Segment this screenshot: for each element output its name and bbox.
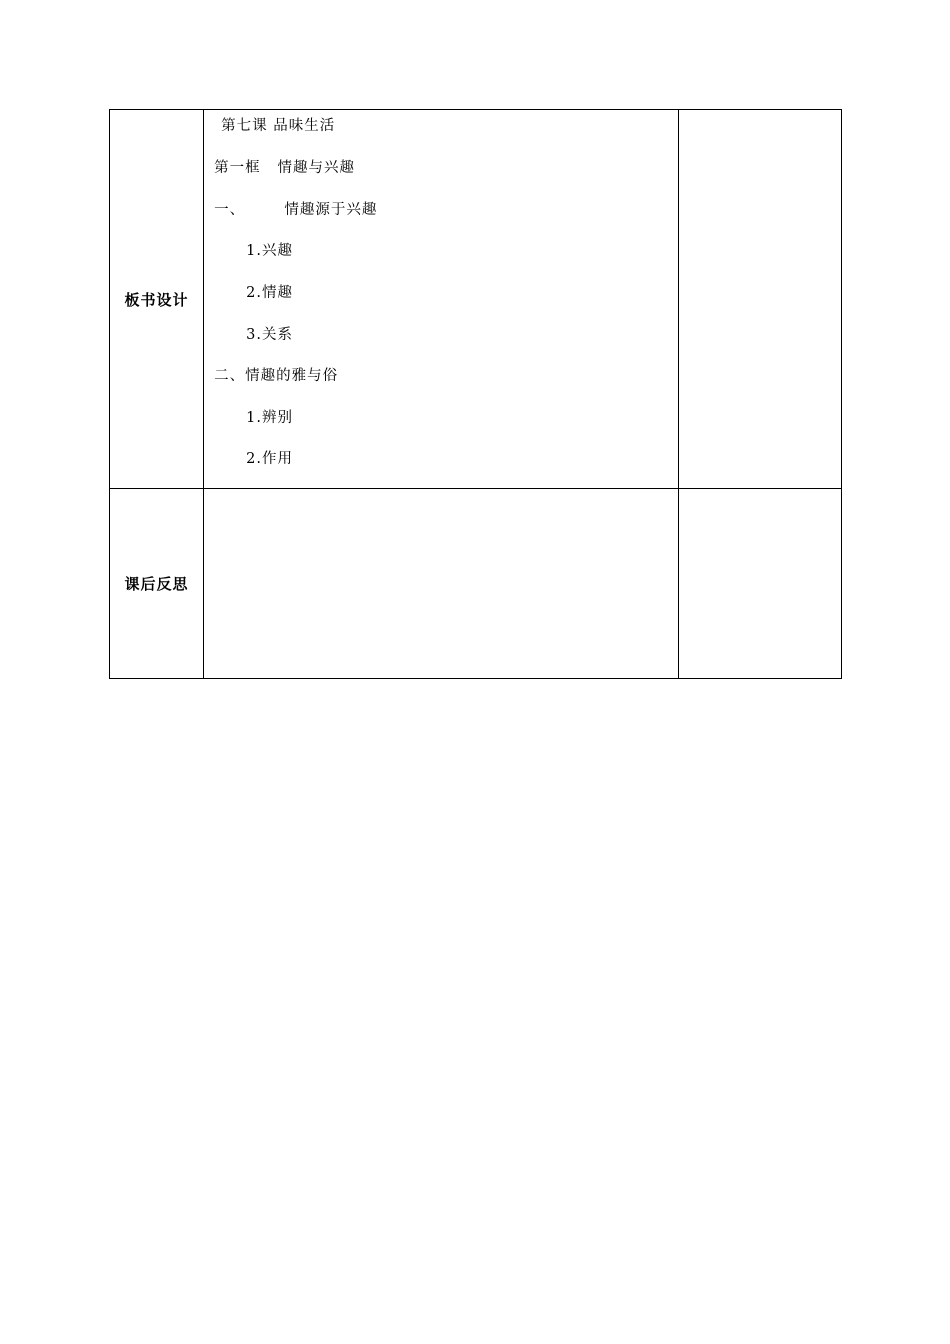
heading-2-item-2: 2.作用: [246, 451, 293, 467]
lesson-title: 第七课 品味生活: [221, 118, 336, 134]
heading-1: 一、 情趣源于兴趣: [214, 202, 378, 218]
reflection-content: [204, 489, 679, 679]
board-design-label: 板书设计: [110, 110, 204, 489]
reflection-label: 课后反思: [110, 489, 204, 679]
heading-1-item-2: 2.情趣: [246, 285, 293, 301]
board-design-content: [204, 110, 679, 489]
reflection-row: [110, 489, 842, 679]
lesson-plan-table: [109, 109, 842, 679]
heading-1-item-3: 3.关系: [246, 327, 293, 343]
heading-1-item-1: 1.兴趣: [246, 243, 293, 259]
board-design-row: [110, 110, 842, 489]
board-design-note: [678, 110, 841, 489]
reflection-note: [678, 489, 841, 679]
heading-2: 二、情趣的雅与俗: [214, 368, 339, 384]
section-title: 第一框 情趣与兴趣: [214, 160, 355, 176]
heading-2-item-1: 1.辨别: [246, 410, 293, 426]
